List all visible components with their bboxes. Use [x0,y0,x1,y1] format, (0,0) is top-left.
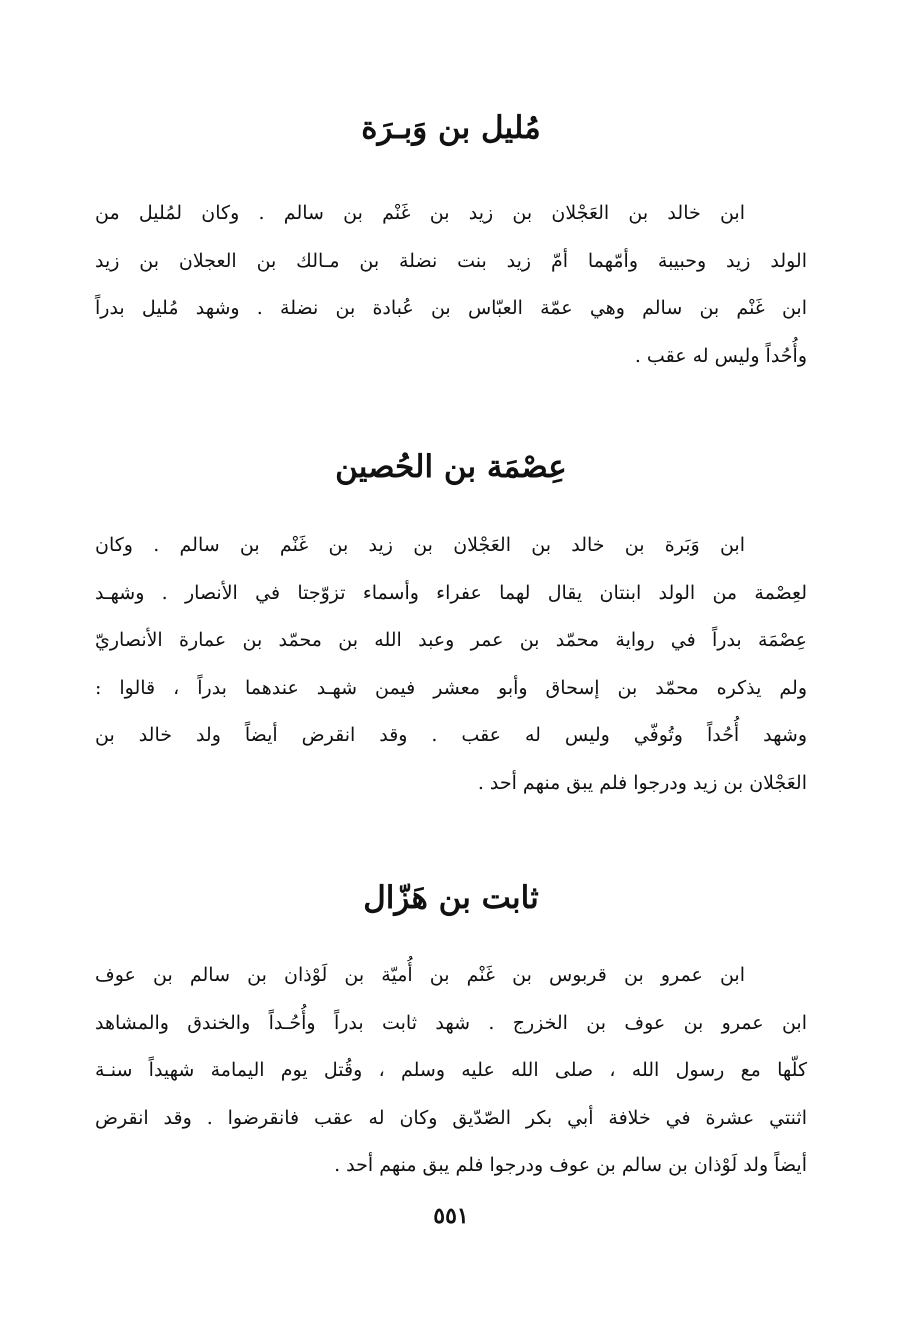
text-line: عِصْمَة بدراً في رواية محمّد بن عمر وعبد الله بن محمّد بن عمارة الأنصاريّ [95,629,807,651]
text-line: ابن غَنْم بن سالم وهي عمّة العبّاس بن عُبادة بن نضلة . وشهد مُليل بدراً [95,297,807,319]
page-number: ٥٥١ [433,1203,469,1229]
section-paragraph [95,190,807,380]
text-line: العَجْلان بن زيد ودرجوا فلم يبق منهم أحد . [477,771,807,794]
text-line: لعِصْمة من الولد ابنتان يقال لهما عفراء وأسماء تزوّجتا في الأنصار . وشهـد [95,581,807,604]
text-line: ابن عمرو بن قربوس بن غَنْم بن أُميّة بن لَوْذان بن سالم بن عوف [95,964,746,986]
text-line: وشهد أُحُداً وتُوفّي وليس له عقب . وقد انقرض أيضاً ولد خالد بن [95,724,807,746]
section-title: مُليل بن وَبـرَة [361,110,541,146]
section-paragraph [95,952,807,1190]
section-title: ثابت بن هَزّال [363,880,539,916]
text-line: وأُحُداً وليس له عقب . [634,344,807,367]
text-line: ابن وَبَرة بن خالد بن العَجْلان بن زيد بن غَنْم بن سالم . وكان [95,534,745,556]
section-paragraph [95,522,807,807]
text-line: ولم يذكره محمّد بن إسحاق وأبو معشر فيمن شهـد عندهما بدراً ، قالوا : [95,676,807,699]
book-page [95,0,807,1337]
section-title: عِصْمَة بن الحُصين [335,449,567,485]
text-line: الولد زيد وحبيبة وأمّهما أمّ زيد بنت نضلة بن مـالك بن العجلان بن زيد [95,249,807,272]
text-line: اثنتي عشرة في خلافة أبي بكر الصّدّيق وكان له عقب فانقرضوا . وقد انقرض [95,1106,807,1129]
text-line: كلّها مع رسول الله ، صلى الله عليه وسلم ، وقُتل يوم اليمامة شهيداً سنـة [95,1059,807,1081]
text-line: ابن عمرو بن عوف بن الخزرج . شهد ثابت بدراً وأُحُـداً والخندق والمشاهد [95,1011,807,1034]
text-line: ابن خالد بن العَجْلان بن زيد بن غَنْم بن سالم . وكان لمُليل من [95,202,745,224]
text-line: أيضاً ولد لَوْذان بن سالم بن عوف ودرجوا فلم يبق منهم أحد . [334,1154,807,1176]
